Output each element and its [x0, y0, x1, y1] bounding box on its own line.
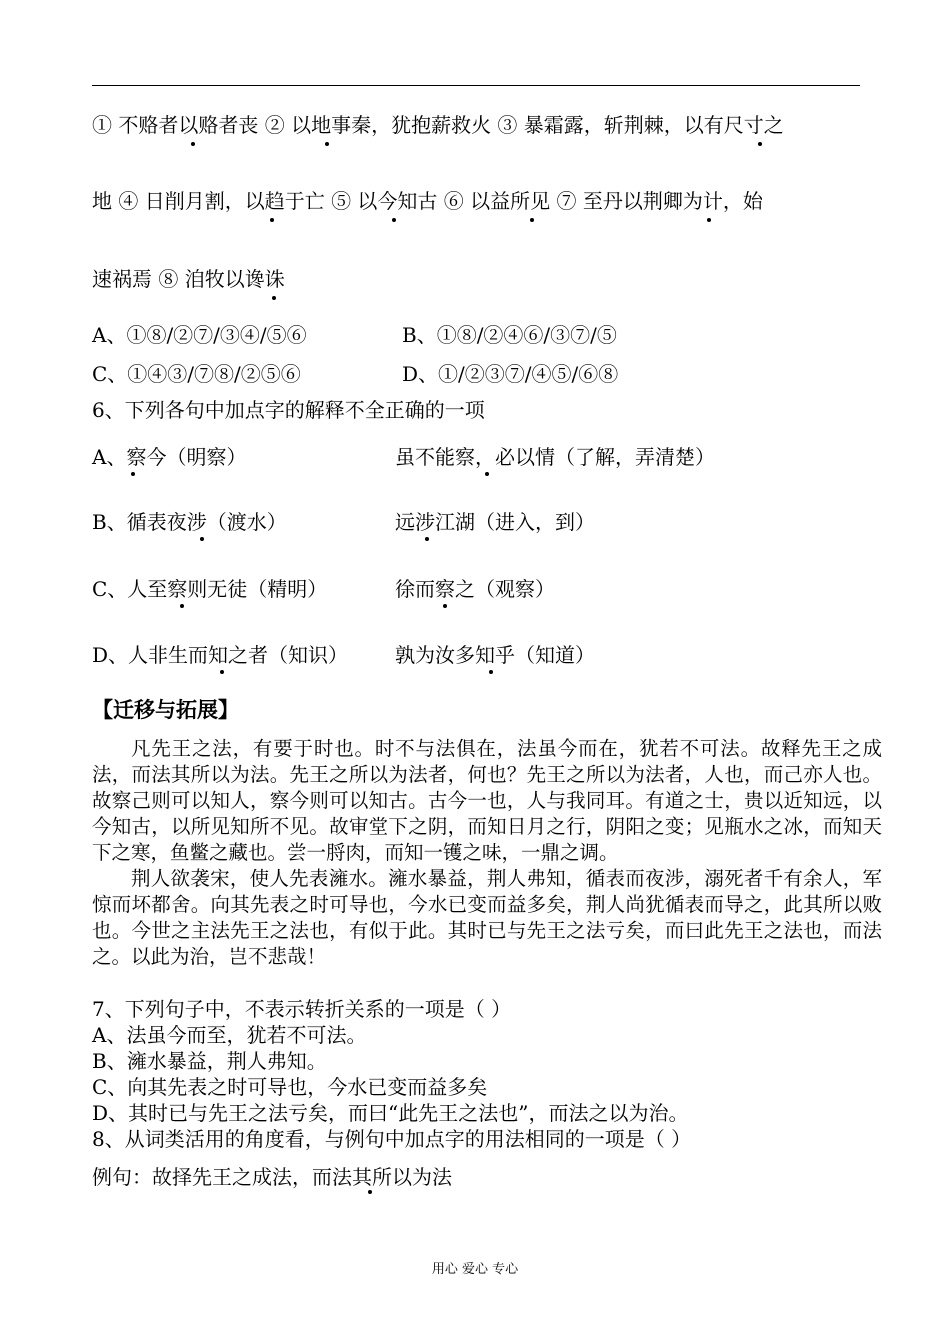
emphasis-dot: [200, 537, 204, 541]
passage-paragraph-2: 荆人欲袭宋，使人先表澭水。澭水暴益，荆人弗知，循表而夜涉，溺死者千有余人，军惊而坏都舍。向其先表之时可导也，今水已变而益多矣，荆人尚犹循表而导之，此其所以败也。今世之主法先王之法也，有似于此。其时已与先王之法亏矣，而曰此先王之法也，而法之。以此为治，岂不悲哉！: [92, 867, 882, 968]
q6-option-d-left: D、人非生而知之者（知识）: [92, 643, 349, 667]
emphasis-dot: [392, 218, 396, 222]
emphasis-dot: [325, 142, 329, 146]
q6-option-c-left: C、人至察则无徒（精明）: [92, 577, 328, 601]
q6-option-a-left: A、察今（明察）: [92, 445, 247, 469]
q6-option-a-right: 虽不能察，必以情（了解，弄清楚）: [395, 445, 715, 469]
emphasis-dot: [270, 218, 274, 222]
q8-stem: 8、从词类活用的角度看，与例句中加点字的用法相同的一项是（ ）: [92, 1127, 692, 1151]
emphasis-dot: [530, 218, 534, 222]
emphasis-dot: [272, 296, 276, 300]
q5-option-b: B、①⑧/②④⑥/③⑦/⑤: [402, 323, 617, 347]
emphasis-dot: [485, 472, 489, 476]
q7-stem: 7、下列句子中，不表示转折关系的一项是（ ）: [92, 997, 512, 1021]
section-title: 【迁移与拓展】: [92, 698, 239, 722]
emphasis-dot: [220, 670, 224, 674]
q6-option-d-right: 孰为汝多知乎（知道）: [395, 643, 595, 667]
q7-option-b: B、澭水暴益，荆人弗知。: [92, 1049, 327, 1073]
passage: [92, 736, 882, 970]
header-rule: [92, 85, 860, 86]
q6-option-b-left: B、循表夜涉（渡水）: [92, 510, 287, 534]
q5-option-d: D、①/②③⑦/④⑤/⑥⑧: [402, 362, 619, 386]
emphasis-dot: [425, 537, 429, 541]
q6-option-b-right: 远涉江湖（进入，到）: [395, 510, 595, 534]
page-footer: 用心 爱心 专心: [431, 1262, 519, 1277]
emphasis-dot: [368, 1190, 372, 1194]
q5-items-line-2: 地 ④ 日削月割，以趋于亡 ⑤ 以今知古 ⑥ 以益所见 ⑦ 至丹以荆卿为计，始: [92, 189, 763, 213]
emphasis-dot: [180, 604, 184, 608]
emphasis-dot: [443, 604, 447, 608]
emphasis-dot: [489, 670, 493, 674]
q6-stem: 6、下列各句中加点字的解释不全正确的一项: [92, 398, 485, 422]
emphasis-dot: [758, 142, 762, 146]
q7-option-c: C、向其先表之时可导也，今水已变而益多矣: [92, 1075, 488, 1099]
q7-option-d: D、其时已与先王之法亏矣，而曰“此先王之法也”，而法之以为治。: [92, 1101, 689, 1125]
q7-option-a: A、法虽今而至，犹若不可法。: [92, 1023, 367, 1047]
emphasis-dot: [707, 218, 711, 222]
q5-items-line-3: 速祸焉 ⑧ 洎牧以谗诛: [92, 267, 285, 291]
q6-option-c-right: 徐而察之（观察）: [395, 577, 555, 601]
q8-example: 例句：故择先王之成法，而法其所以为法: [92, 1165, 452, 1189]
emphasis-dot: [191, 142, 195, 146]
emphasis-dot: [131, 472, 135, 476]
q5-option-a: A、①⑧/②⑦/③④/⑤⑥: [92, 323, 307, 347]
q5-items-line-1: ① 不赂者以赂者丧 ② 以地事秦，犹抱薪救火 ③ 暴霜露，斩荆棘，以有尺寸之: [92, 113, 784, 137]
passage-paragraph-1: 凡先王之法，有要于时也。时不与法俱在，法虽今而在，犹若不可法。故释先王之成法，而法其所以为法。先王之所以为法者，何也？先王之所以为法者，人也，而己亦人也。故察己则可以知人，察今则可以知古。古今一也，人与我同耳。有道之士，贵以近知远，以今知古，以所见知所不见。故审堂下之阴，而知日月之行，阴阳之变；见瓶水之冰，而知天下之寒，鱼鳖之藏也。尝一脟肉，而知一镬之味，一鼎之调。: [92, 737, 882, 864]
q5-option-c: C、①④③/⑦⑧/②⑤⑥: [92, 362, 301, 386]
